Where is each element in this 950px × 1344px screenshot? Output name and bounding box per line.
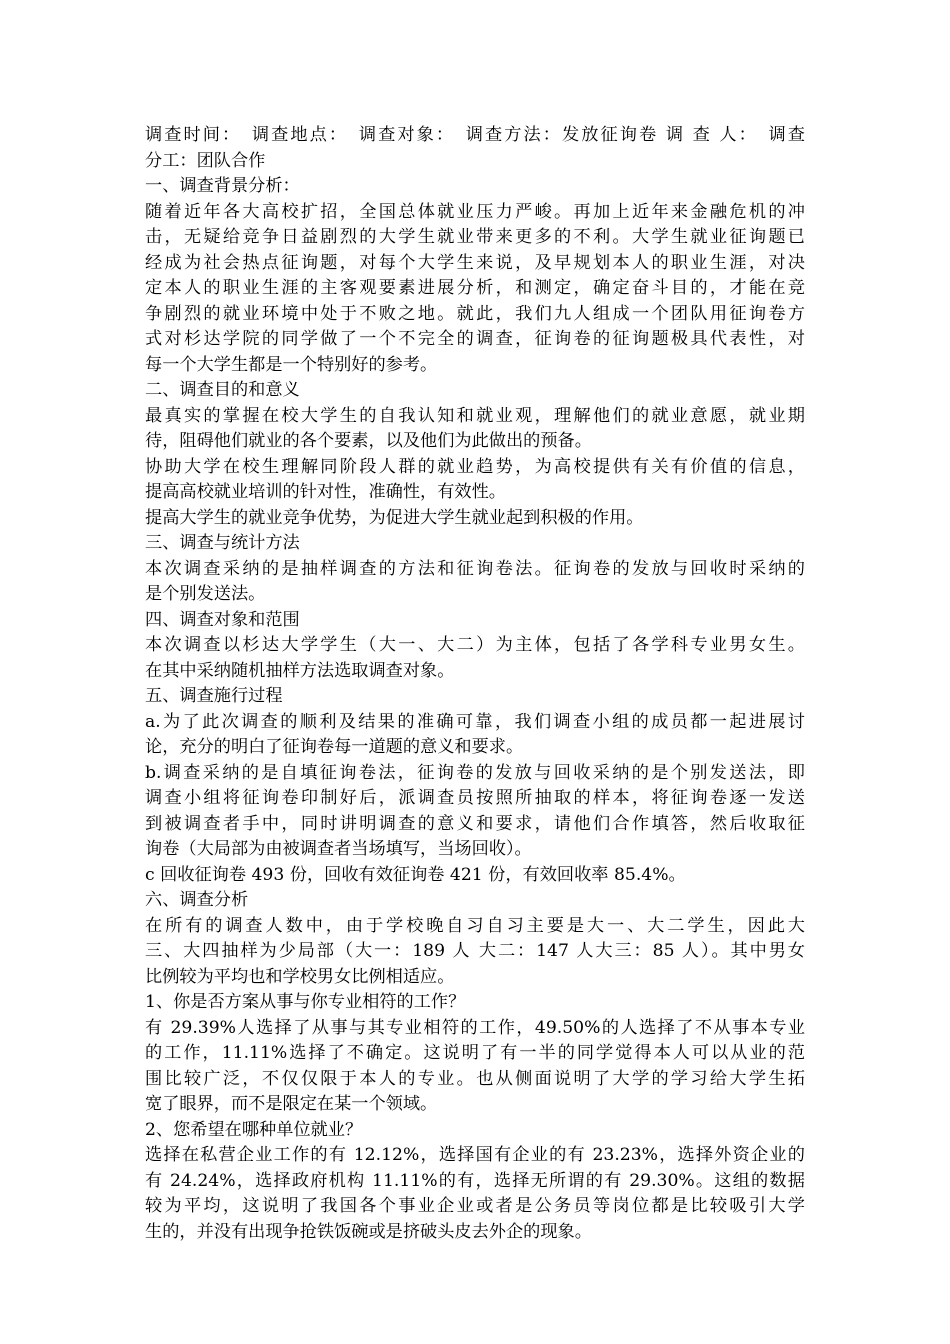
- text-line: 有 24.24%，选择政府机构 11.11%的有，选择无所谓的有 29.30%。这组的数据: [145, 1170, 805, 1191]
- text-line: 经成为社会热点征询题，对每个大学生来说，及早规划本人的职业生涯，对决: [145, 252, 805, 273]
- text-line: 式对杉达学院的同学做了一个不完全的调查，征询卷的征询题极具代表性，对: [145, 329, 805, 349]
- text-line: 有 29.39%人选择了从事与其专业相符的工作，49.50%的人选择了不从事本专业: [145, 1017, 805, 1038]
- text-line: 是个别发送法。: [145, 584, 266, 604]
- section-heading: 六、调查分析: [145, 890, 249, 910]
- text-line: 到被调查者手中，同时讲明调查的意义和要求，请他们合作填答，然后收取征: [145, 813, 805, 834]
- text-line: 三、大四抽样为少局部（大一：189 人 大二：147 人大三：85 人）。其中男女: [145, 941, 805, 961]
- text-line: 的工作，11.11%选择了不确定。这说明了有一半的同学觉得本人可以从业的范: [145, 1043, 805, 1063]
- text-line: 定本人的职业生涯的主客观要素进展分析，和测定，确定奋斗目的，才能在竞: [145, 278, 805, 298]
- section-heading: 二、调查目的和意义: [145, 380, 300, 400]
- text-line: 调查小组将征询卷印制好后，派调查员按照所抽取的样本，将征询卷逐一发送: [145, 788, 805, 808]
- text-line: 协助大学在校生理解同阶段人群的就业趋势，为高校提供有关有价值的信息，: [145, 456, 805, 477]
- question-heading: 1、你是否方案从事与你专业相符的工作？: [145, 992, 466, 1012]
- text-line: 分工：团队合作: [145, 150, 266, 171]
- text-line: 待，阻碍他们就业的各个要素，以及他们为此做出的预备。: [145, 431, 592, 451]
- section-heading: 一、调查背景分析：: [145, 176, 300, 196]
- text-line: b.调查采纳的是自填征询卷法，征询卷的发放与回收采纳的是个别发送法，即: [145, 762, 805, 783]
- text-line: 在其中采纳随机抽样方法选取调查对象。: [145, 660, 455, 681]
- text-line: 随着近年各大高校扩招，全国总体就业压力严峻。再加上近年来金融危机的冲: [145, 201, 805, 222]
- section-heading: 五、调查施行过程: [145, 686, 283, 706]
- text-line: 每一个大学生都是一个特别好的参考。: [145, 354, 438, 375]
- document-page: [145, 123, 805, 1245]
- text-line: 击，无疑给竞争日益剧烈的大学生就业带来更多的不利。大学生就业征询题已: [145, 227, 805, 247]
- text-line: 在所有的调查人数中，由于学校晚自习自习主要是大一、大二学生，因此大: [145, 915, 805, 936]
- text-line: c 回收征询卷 493 份，回收有效征询卷 421 份，有效回收率 85.4%。: [145, 864, 686, 885]
- text-line: 较为平均，这说明了我国各个事业企业或者是公务员等岗位都是比较吸引大学: [145, 1196, 805, 1216]
- text-line: a.为了此次调查的顺利及结果的准确可靠，我们调查小组的成员都一起进展讨: [145, 711, 805, 732]
- text-line: 最真实的掌握在校大学生的自我认知和就业观，理解他们的就业意愿，就业期: [145, 405, 805, 426]
- text-line: 询卷（大局部为由被调查者当场填写，当场回收）。: [145, 839, 532, 859]
- text-line: 围比较广泛，不仅仅限于本人的专业。也从侧面说明了大学的学习给大学生拓: [145, 1068, 805, 1089]
- text-line: 提高大学生的就业竞争优势，为促进大学生就业起到积极的作用。: [145, 507, 644, 528]
- text-line: 生的，并没有出现争抢铁饭碗或是挤破头皮去外企的现象。: [145, 1221, 592, 1242]
- section-heading: 三、调查与统计方法: [145, 533, 300, 553]
- text-line: 争剧烈的就业环境中处于不败之地。就此，我们九人组成一个团队用征询卷方: [145, 303, 805, 324]
- question-heading: 2、您希望在哪种单位就业？: [145, 1119, 363, 1140]
- text-line: 比例较为平均也和学校男女比例相适应。: [145, 966, 455, 987]
- text-line: 本次调查采纳的是抽样调查的方法和征询卷法。征询卷的发放与回收时采纳的: [145, 558, 805, 579]
- text-line: 本次调查以杉达大学学生（大一、大二）为主体，包括了各学科专业男女生。: [145, 635, 805, 655]
- text-line: 选择在私营企业工作的有 12.12%，选择国有企业的有 23.23%，选择外资企业的: [145, 1145, 805, 1165]
- header-info-line: 调查时间： 调查地点： 调查对象： 调查方法：发放征询卷 调 查 人： 调查: [145, 125, 805, 145]
- text-line: 宽了眼界，而不是限定在某一个领域。: [145, 1094, 438, 1114]
- text-line: 提高高校就业培训的针对性，准确性，有效性。: [145, 482, 506, 502]
- section-heading: 四、调查对象和范围: [145, 609, 300, 630]
- text-line: 论，充分的明白了征询卷每一道题的意义和要求。: [145, 737, 524, 757]
